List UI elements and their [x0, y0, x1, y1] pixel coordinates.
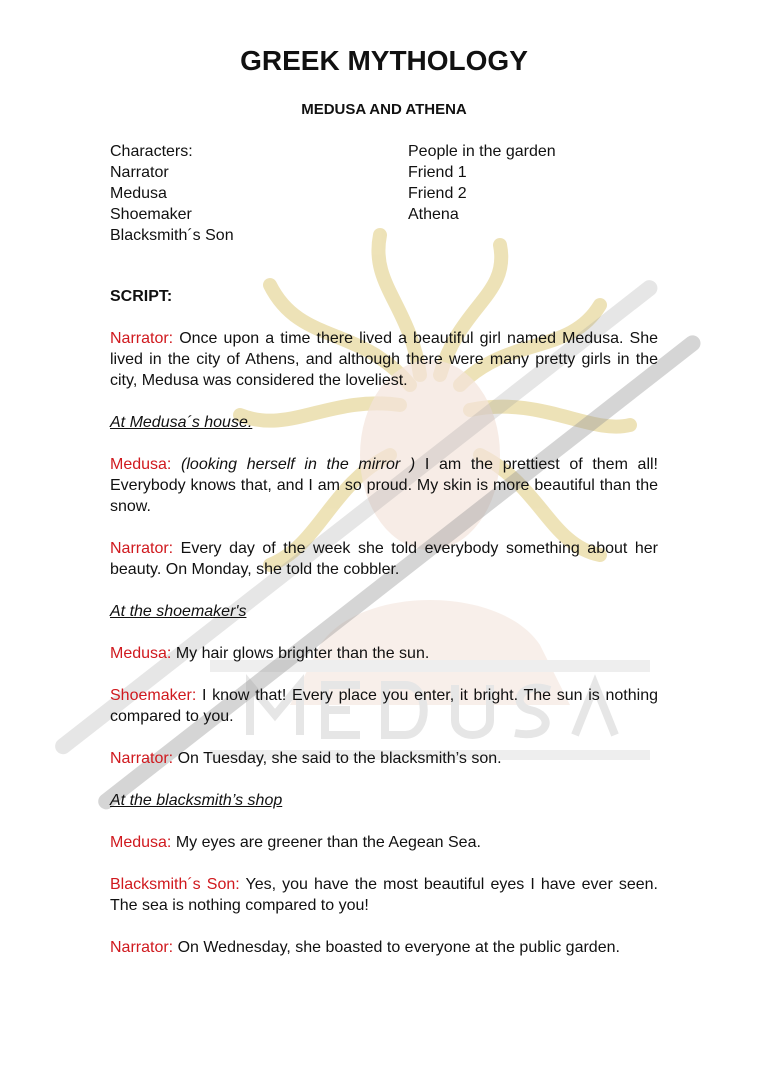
dialogue-text: Once upon a time there lived a beautiful girl named Medusa. She lived in the city of Athens, and although there were many pretty girls in the city, Medusa was considered the loveliest.	[110, 330, 658, 389]
dialogue-text: I am the prettiest of them all! Everybody knows that, and I am so proud. My skin is more beautiful than the snow.	[110, 456, 659, 515]
script-line	[110, 328, 658, 391]
scene-heading: At the shoemaker's	[110, 603, 247, 620]
script-line	[110, 748, 658, 769]
scene-heading: At Medusa´s house.	[110, 414, 253, 431]
speaker-name: Medusa:	[110, 645, 172, 662]
character-item: Medusa	[110, 185, 167, 202]
characters-left-column	[110, 141, 234, 246]
dialogue-text: On Tuesday, she said to the blacksmith’s son.	[173, 750, 502, 767]
dialogue-text: I know that! Every place you enter, it bright. The sun is nothing compared to you.	[110, 687, 658, 725]
character-item: Friend 2	[408, 185, 467, 202]
dialogue-text: On Wednesday, she boasted to everyone at the public garden.	[173, 939, 620, 956]
speaker-name: Shoemaker:	[110, 687, 197, 704]
character-item: People in the garden	[408, 143, 556, 160]
character-item: Friend 1	[408, 164, 467, 181]
stage-direction: (looking herself in the mirror )	[171, 456, 416, 473]
script-line	[110, 832, 658, 853]
character-item: Narrator	[110, 164, 169, 181]
character-item: Athena	[408, 206, 459, 223]
dialogue-text: My eyes are greener than the Aegean Sea.	[171, 834, 481, 851]
speaker-name: Narrator:	[110, 540, 174, 557]
script-line	[110, 643, 658, 664]
speaker-name: Narrator:	[110, 939, 174, 956]
speaker-name: Medusa:	[110, 456, 172, 473]
script-line	[110, 685, 658, 727]
script-line	[110, 454, 658, 517]
dialogue-text: Yes, you have the most beautiful eyes I have ever seen. The sea is nothing compared to you!	[110, 876, 658, 914]
page-title: GREEK MYTHOLOGY	[240, 45, 528, 76]
speaker-name: Medusa:	[110, 834, 172, 851]
character-item: Blacksmith´s Son	[110, 227, 234, 244]
script-line	[110, 874, 658, 916]
script-line	[110, 538, 658, 580]
dialogue-text: My hair glows brighter than the sun.	[171, 645, 430, 662]
script-heading: SCRIPT:	[110, 288, 173, 305]
script-section	[110, 286, 658, 979]
characters-label: Characters:	[110, 143, 193, 160]
speaker-name: Blacksmith´s Son:	[110, 876, 240, 893]
speaker-name: Narrator:	[110, 750, 174, 767]
page-subtitle: MEDUSA AND ATHENA	[301, 101, 467, 118]
script-line	[110, 937, 658, 958]
speaker-name: Narrator:	[110, 330, 174, 347]
character-item: Shoemaker	[110, 206, 192, 223]
characters-right-column	[408, 141, 556, 225]
scene-heading: At the blacksmith’s shop	[110, 792, 283, 809]
dialogue-text: Every day of the week she told everybody something about her beauty. On Monday, she told the cobbler.	[110, 540, 658, 578]
